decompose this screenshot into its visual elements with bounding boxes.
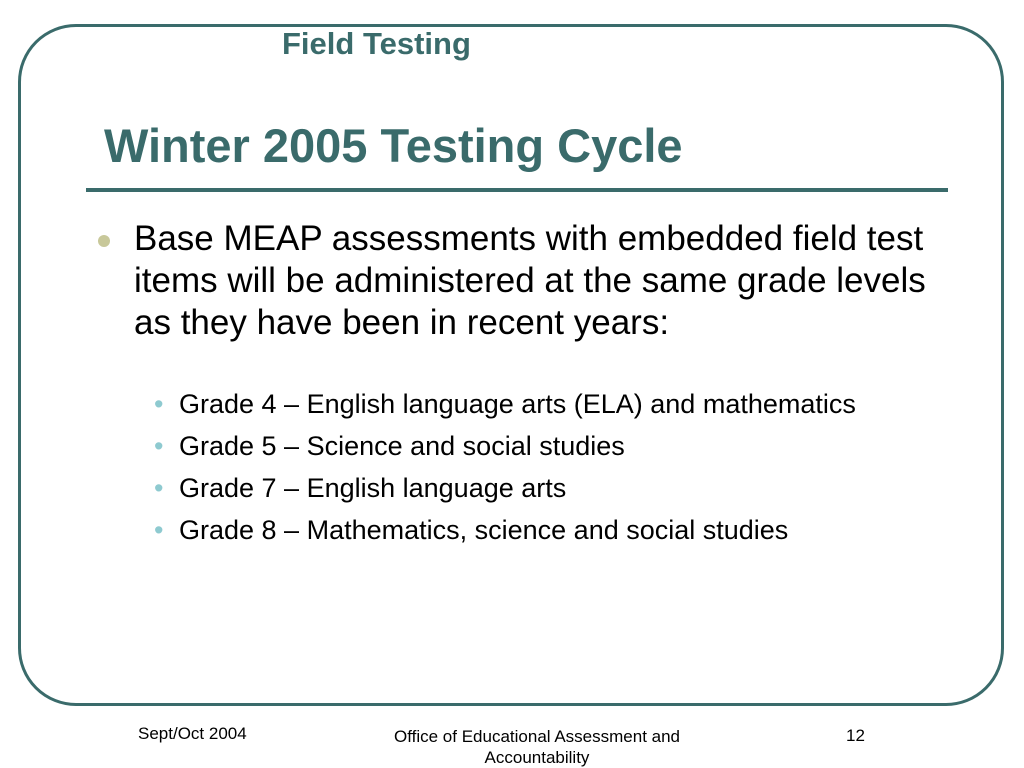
sub-bullet-text: Grade 4 – English language arts (ELA) and mathematics <box>179 389 856 419</box>
sub-bullet-dot-icon: • <box>154 515 164 545</box>
sub-bullet-text: Grade 5 – Science and social studies <box>179 431 625 461</box>
sub-bullet-dot-icon: • <box>154 431 164 461</box>
sub-bullet-text: Grade 8 – Mathematics, science and social studies <box>179 515 789 545</box>
sub-bullet-dot-icon: • <box>154 389 164 419</box>
sub-bullet-item <box>150 388 970 421</box>
slide-title: Winter 2005 Testing Cycle <box>104 119 683 172</box>
sub-bullet-item <box>150 430 970 463</box>
sub-bullet-item <box>150 514 970 547</box>
sub-bullet-text: Grade 7 – English language arts <box>179 473 567 503</box>
footer-office: Office of Educational Assessment and Accountability <box>393 727 681 767</box>
section-label: Field Testing <box>282 26 471 61</box>
footer-page-number: 12 <box>846 726 865 745</box>
sub-bullet-list <box>150 388 970 556</box>
title-divider <box>86 188 948 192</box>
sub-bullet-item <box>150 472 970 505</box>
sub-bullet-dot-icon: • <box>154 473 164 503</box>
footer-date: Sept/Oct 2004 <box>138 724 247 743</box>
main-bullet-text: Base MEAP assessments with embedded field test items will be administered at the same grade levels as they have been in recent years: <box>134 219 926 342</box>
main-bullet-dot-icon <box>98 235 110 247</box>
